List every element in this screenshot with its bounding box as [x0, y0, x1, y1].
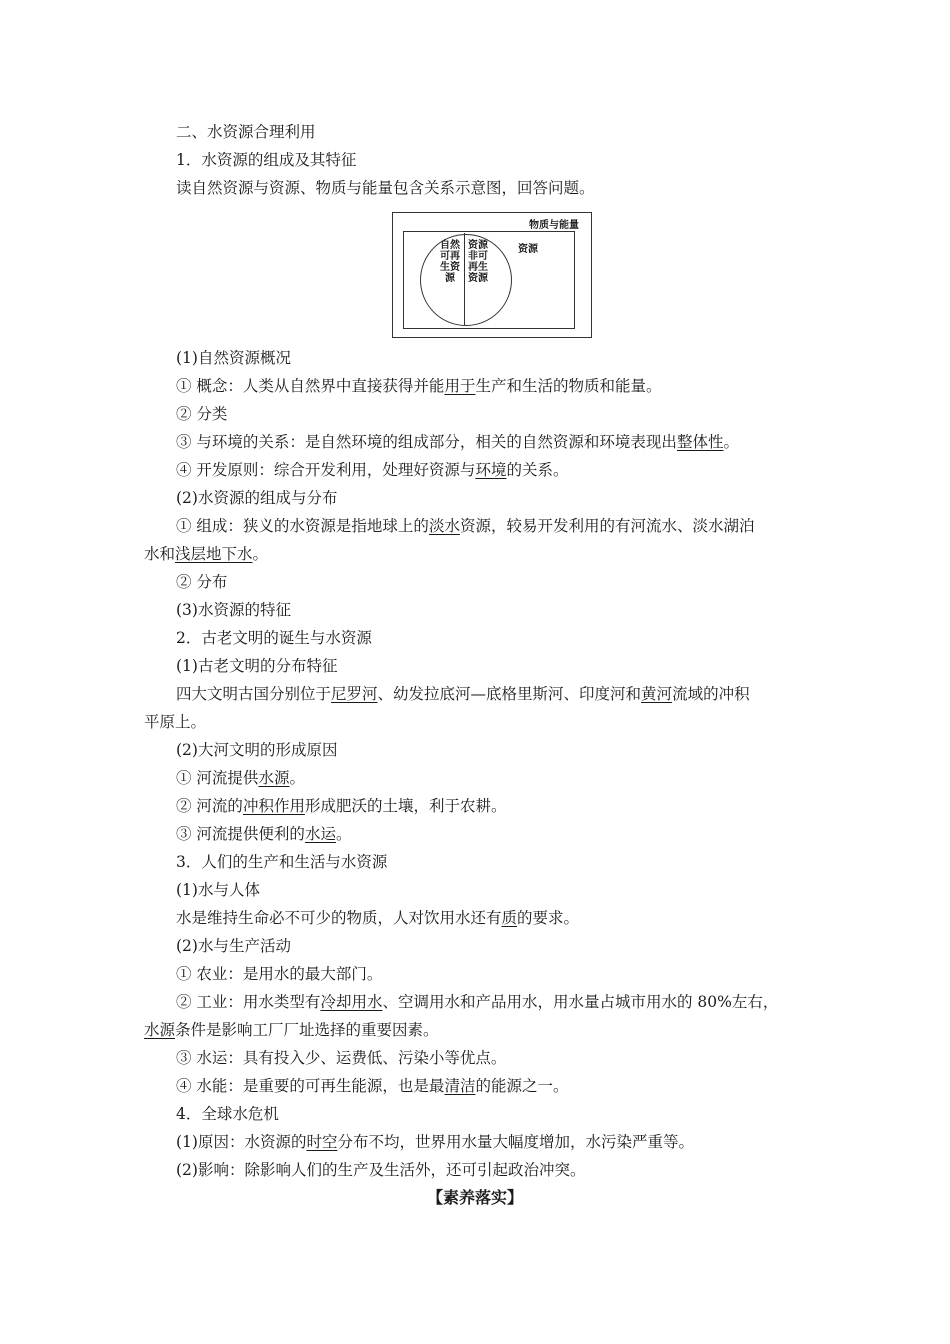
text: 3．人们的生产和生活与水资源: [176, 853, 388, 871]
subsection-heading: [176, 627, 806, 649]
paragraph: [176, 571, 806, 593]
paragraph: [176, 767, 806, 789]
text: 。: [289, 769, 305, 787]
text: 。: [252, 545, 269, 563]
text: ② 河流的: [176, 797, 243, 815]
inner-label: 资源: [518, 244, 538, 255]
underlined-answer: 用于: [444, 377, 476, 395]
paragraph: [176, 739, 806, 761]
text: 四大文明古国分别位于: [176, 685, 332, 703]
paragraph: [176, 487, 806, 509]
paragraph: [176, 599, 806, 621]
text: 1．水资源的组成及其特征: [176, 151, 357, 169]
circle-divider: [464, 233, 465, 325]
text: (2)影响：除影响人们的生产及生活外，还可引起政治冲突。: [176, 1161, 586, 1179]
subsection-heading: [176, 851, 806, 873]
paragraph: [176, 823, 806, 845]
underlined-answer: 整体性: [676, 433, 724, 451]
paragraph: [176, 403, 806, 425]
text: 的关系。: [506, 461, 569, 479]
text: 读自然资源与资源、物质与能量包含关系示意图，回答问题。: [176, 179, 595, 197]
text: ① 概念：人类从自然界中直接获得并能: [176, 377, 445, 395]
text: 、空调用水和产品用水，用水量占城市用水的 80%左右，: [382, 993, 779, 1011]
text: ③ 水运：具有投入少、运费低、污染小等优点。: [176, 1049, 507, 1067]
text: (1)古老文明的分布特征: [176, 657, 338, 675]
text: (3)水资源的特征: [176, 601, 291, 619]
text: 。: [335, 825, 352, 843]
underlined-answer: 黄河: [641, 685, 673, 703]
text: ① 河流提供: [176, 769, 259, 787]
text: (2)大河文明的形成原因: [176, 741, 338, 759]
paragraph: [176, 375, 806, 397]
text: 4．全球水危机: [176, 1105, 279, 1123]
underlined-answer: 冷却用水: [320, 993, 383, 1011]
underlined-answer: 淡水: [428, 517, 460, 535]
subsection-heading: [176, 149, 806, 171]
underlined-answer: 冲积作用: [242, 797, 305, 815]
paragraph: [176, 683, 806, 705]
text: 资源，较易开发利用的有河流水、淡水湖泊: [459, 517, 755, 535]
paragraph: [176, 1159, 806, 1181]
underlined-answer: 水运: [304, 825, 336, 843]
paragraph: [176, 963, 806, 985]
text: 的能源之一。: [475, 1077, 569, 1095]
text: ④ 开发原则：综合开发利用，处理好资源与: [176, 461, 476, 479]
text: (2)水与生产活动: [176, 937, 291, 955]
paragraph: [176, 1131, 806, 1153]
underlined-answer: 环境: [475, 461, 507, 479]
paragraph: [144, 543, 806, 565]
text: (1)原因：水资源的: [176, 1133, 307, 1151]
text: ② 分类: [176, 405, 228, 423]
paragraph: [176, 879, 806, 901]
text: 条件是影响工厂厂址选择的重要因素。: [175, 1021, 439, 1039]
text: (1)水与人体: [176, 881, 260, 899]
paragraph: [176, 991, 806, 1013]
text: 水是维持生命必不可少的物质，人对饮用水还有: [176, 909, 502, 927]
outer-label: 物质与能量: [529, 220, 579, 231]
paragraph: [176, 177, 806, 199]
underlined-answer: 水源: [258, 769, 290, 787]
text: ③ 河流提供便利的: [176, 825, 305, 843]
paragraph: [144, 711, 806, 733]
resource-inclusion-diagram: [392, 212, 592, 338]
text: ② 工业：用水类型有: [176, 993, 321, 1011]
text: 2．古老文明的诞生与水资源: [176, 629, 372, 647]
text: 。: [723, 433, 739, 451]
underlined-answer: 清洁: [444, 1077, 476, 1095]
paragraph: [176, 459, 806, 481]
text: ① 组成：狭义的水资源是指地球上的: [176, 517, 429, 535]
underlined-answer: 水源: [144, 1021, 176, 1039]
text: 资源非可再生资源: [468, 240, 488, 284]
renewable-resources-label: [438, 240, 462, 284]
text: 水和: [144, 545, 176, 563]
underlined-answer: 时空: [306, 1133, 338, 1151]
paragraph: [176, 907, 806, 929]
paragraph: [144, 1019, 806, 1041]
text: 二、水资源合理利用: [176, 123, 316, 141]
resource-box: [403, 231, 575, 329]
text: ① 农业：是用水的最大部门。: [176, 965, 383, 983]
text: 平原上。: [144, 713, 207, 731]
paragraph: [176, 935, 806, 957]
text: 流域的冲积: [672, 685, 750, 703]
text: 形成肥沃的土壤，利于农耕。: [304, 797, 507, 815]
paragraph: [176, 1075, 806, 1097]
paragraph: [176, 795, 806, 817]
underlined-answer: 质: [501, 909, 518, 927]
text: ② 分布: [176, 573, 228, 591]
paragraph: [176, 347, 806, 369]
section-heading: [176, 121, 806, 143]
underlined-answer: 浅层地下水: [175, 545, 253, 563]
text: 自然可再生资源: [440, 240, 460, 284]
text: (2)水资源的组成与分布: [176, 489, 338, 507]
text: ③ 与环境的关系：是自然环境的组成部分，相关的自然资源和环境表现出: [176, 433, 677, 451]
text: 分布不均，世界用水量大幅度增加，水污染严重等。: [337, 1133, 694, 1151]
text: 的要求。: [517, 909, 580, 927]
section-title: 【素养落实】: [426, 1188, 523, 1207]
paragraph: [176, 515, 806, 537]
subsection-heading: [176, 1103, 806, 1125]
underlined-answer: 尼罗河: [331, 685, 378, 703]
text: (1)自然资源概况: [176, 349, 291, 367]
text: 生产和生活的物质和能量。: [475, 377, 662, 395]
paragraph: [176, 1047, 806, 1069]
non-renewable-resources-label: [466, 240, 490, 284]
paragraph: [176, 655, 806, 677]
paragraph: [176, 431, 806, 453]
text: ④ 水能：是重要的可再生能源，也是最: [176, 1077, 445, 1095]
text: 、幼发拉底河—底格里斯河、印度河和: [377, 685, 642, 703]
